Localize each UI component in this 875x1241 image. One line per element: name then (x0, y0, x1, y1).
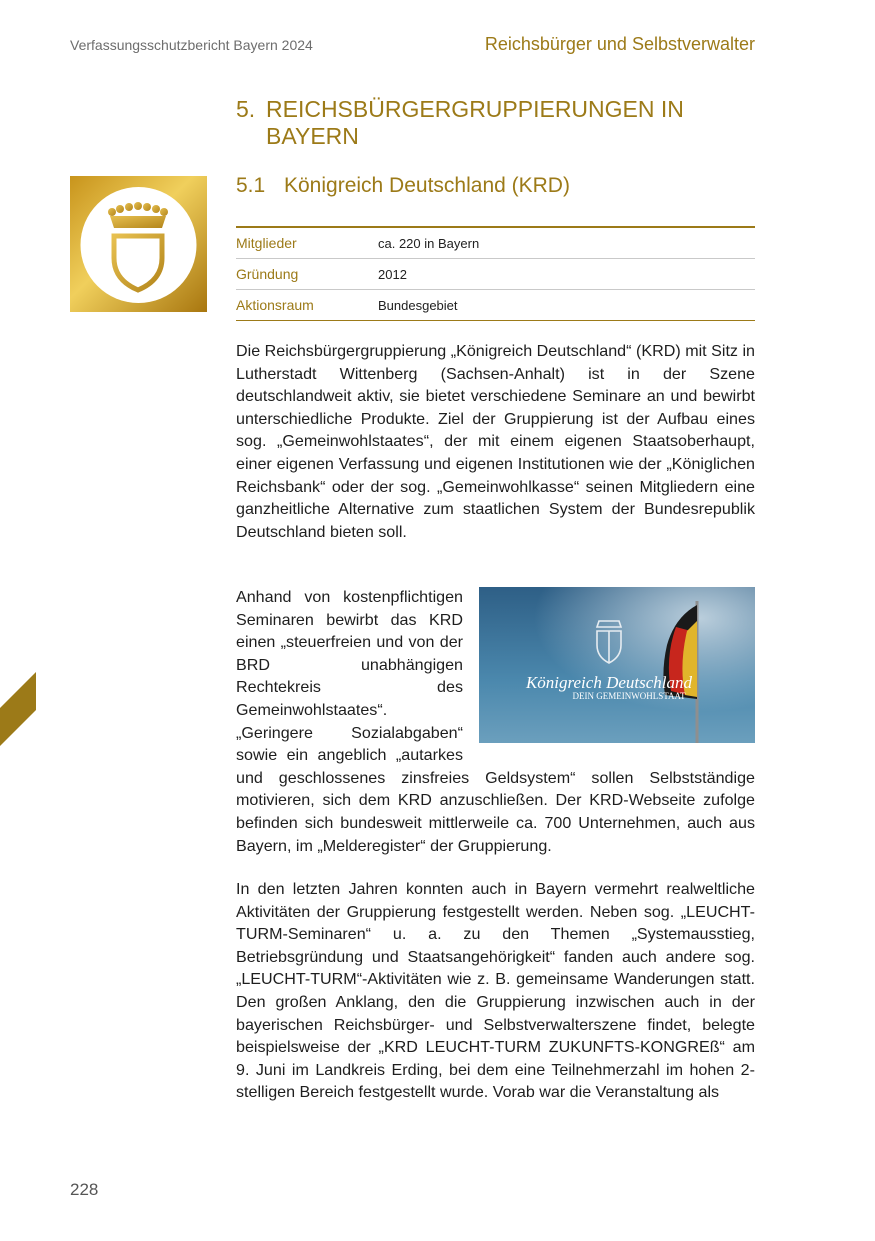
photo-subtitle: DEIN GEMEINWOHLSTAAT (572, 691, 686, 701)
fact-value: 2012 (378, 266, 407, 282)
paragraph-with-photo (236, 586, 755, 857)
krd-flag-photo (479, 587, 755, 743)
section-heading (236, 174, 570, 198)
fact-row-founding (236, 258, 755, 289)
fact-table (236, 226, 755, 321)
krd-logo-image (70, 176, 207, 312)
page-number: 228 (70, 1180, 99, 1199)
chapter-heading (236, 96, 756, 150)
section-title: Königreich Deutschland (KRD) (284, 174, 570, 197)
fact-label: Aktionsraum (236, 297, 314, 313)
paragraph-intro: Die Reichsbürgergruppierung „Königreich Deutschland“ (KRD) mit Sitz in Lutherstadt Wittenberg (Sachsen-Anhalt) ist in der Szene deutschlandweit aktiv, sie bietet verschiedene Seminare an und bewirbt unterschiedliche Produkte. Ziel der Gruppierung ist der Aufbau eines sog. „Gemeinwohlstaates“, der mit einem eigenen Staatsoberhaupt, einer eigenen Verfassung und eigenen Institutionen wie der „Königlichen Reichsbank“ oder der sog. „Gemeinwohlkasse“ seinen Mitgliedern eine ganzheitliche Alternative zum staatlichen System der Bundesrepublik Deutschland bieten soll. (236, 342, 755, 541)
chapter-title: REICHSBÜRGERGRUPPIERUNGEN IN BAYERN (266, 96, 684, 149)
paragraph-seminars: Anhand von kostenpflichtigen Seminaren bewirbt das KRD einen „steuerfreien und von der BRD unabhängigen Rechtekreis des Gemeinwohlstaates“. „Geringere Sozialabgaben“ sowie ein angeblich „autarkes und geschlossenes zinsfreies Geldsystem“ sollen Selbstständige motivieren, sich dem KRD anzuschließen. Der KRD-Webseite zufolge befinden sich bundesweit mittlerweile ca. 700 Unternehmen, auch aus Bayern, im „Melderegister“ der Gruppierung. (236, 588, 755, 855)
fact-value: Bundesgebiet (378, 297, 458, 313)
fact-row-area (236, 289, 755, 320)
fact-label: Mitglieder (236, 235, 297, 251)
fact-row-members (236, 228, 755, 258)
paragraph-activities: In den letzten Jahren konnten auch in Bayern vermehrt realweltliche Aktivitäten der Gruppierung festgestellt werden. Neben sog. „LEUCHT-TURM-Seminaren“ u. a. zu den Themen „Systemausstieg, Betriebsgründung und Staatsangehörigkeit“ fanden auch andere sog. „LEUCHT-TURM“-Aktivitäten wie z. B. gemeinsame Wanderungen statt. Den großen Anklang, den die Gruppierung inzwischen auch in der bayerischen Reichsbürger- und Selbstverwalterszene findet, belegte beispielsweise der „KRD LEUCHT-TURM ZUKUNFTS-KONGREß“ am 9. Juni im Landkreis Erding, bei dem eine Teilnehmerzahl im hohen 2-stelligen Bereich festgestellt wurde. Vorab war die Veranstaltung als (236, 880, 755, 1102)
photo-title: Königreich Deutschland (525, 673, 693, 692)
running-header-publication: Verfassungsschutzbericht Bayern 2024 (70, 37, 313, 53)
chapter-number: 5. (236, 96, 256, 122)
section-number: 5.1 (236, 174, 266, 197)
fact-label: Gründung (236, 266, 299, 282)
running-header-topic: Reichsbürger und Selbstverwalter (484, 34, 755, 54)
fact-value: ca. 220 in Bayern (378, 235, 480, 251)
chapter-tab-marker (0, 672, 36, 746)
